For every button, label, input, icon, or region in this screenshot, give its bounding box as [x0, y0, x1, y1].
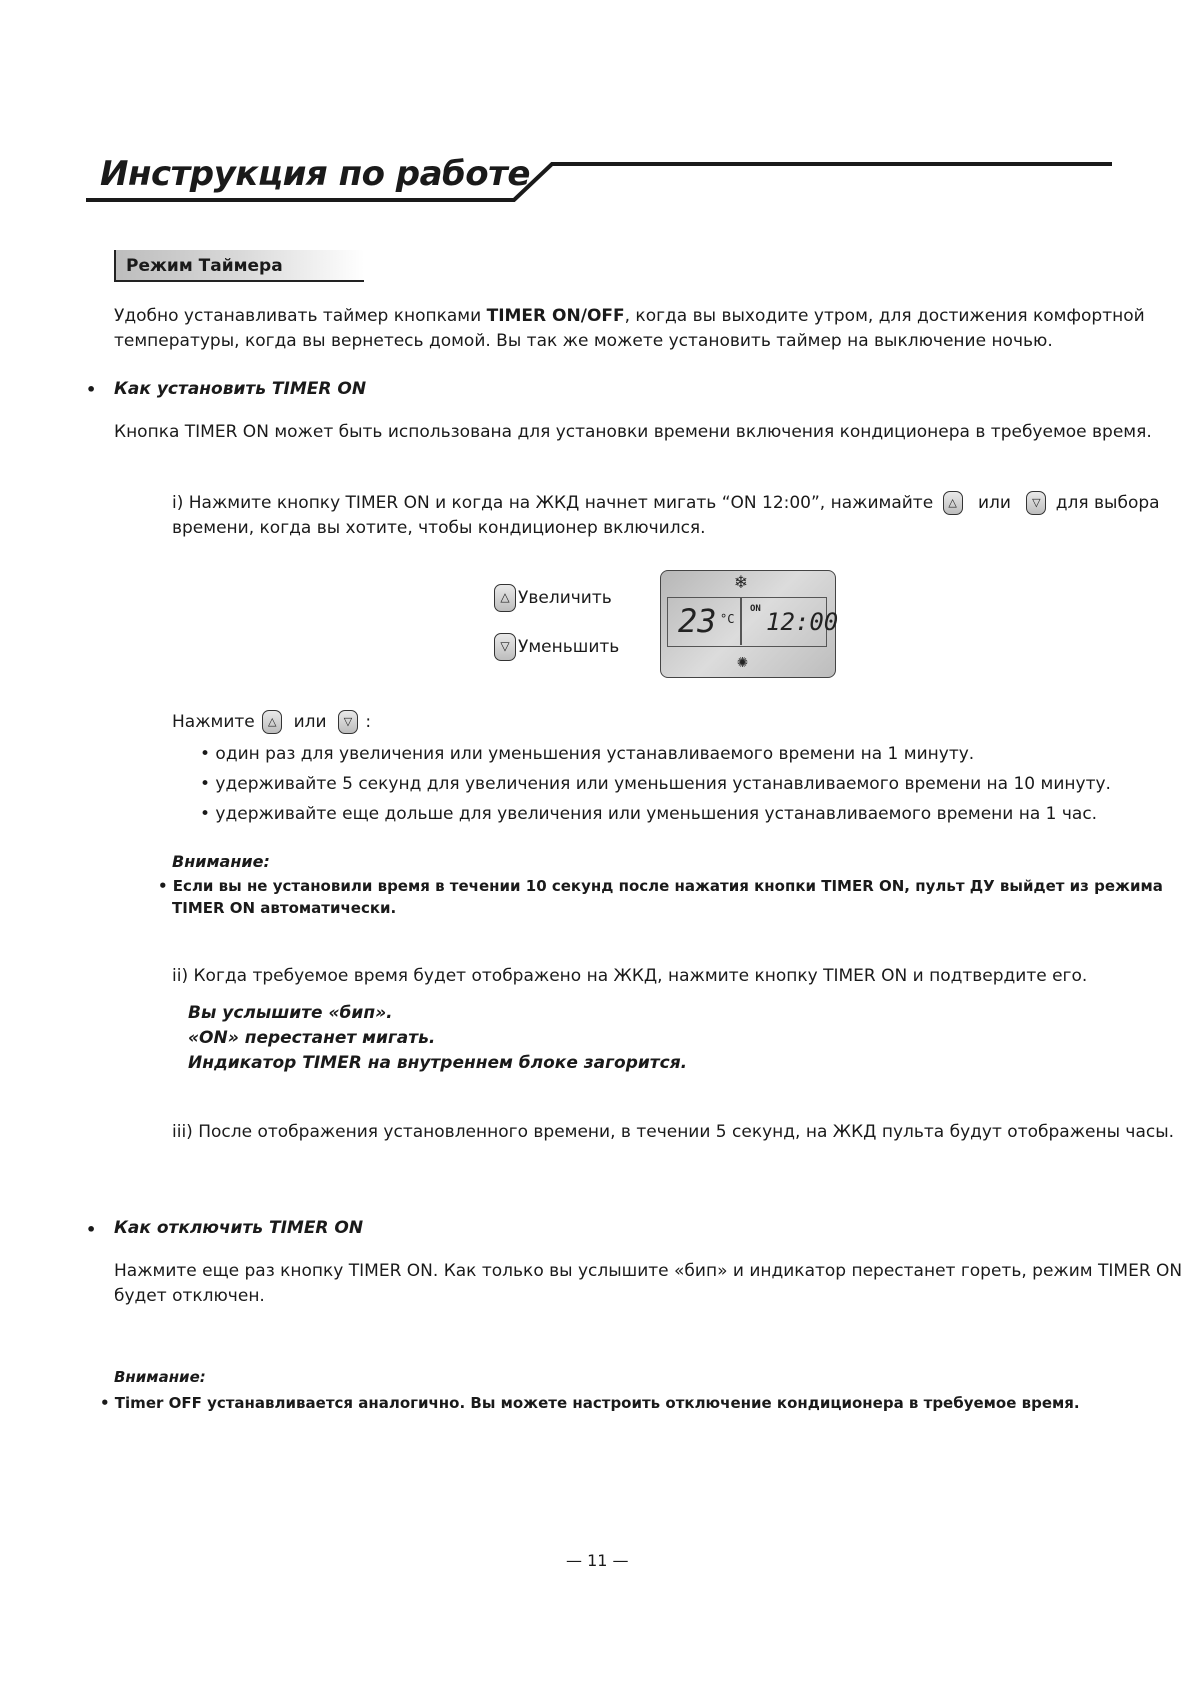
lcd-time: 12:00 — [766, 608, 839, 636]
cancel-timer-heading: Как отключить TIMER ON — [114, 1218, 364, 1238]
beep-line-1: Вы услышите «бип». — [188, 1003, 393, 1023]
page-title: Инструкция по работе — [100, 154, 530, 194]
lcd-divider — [740, 598, 742, 645]
press-item-1: • один раз для увеличения или уменьшения устанавливаемого времени на 1 минуту. — [200, 744, 975, 764]
lcd-on-indicator: ON — [750, 604, 761, 614]
note-line-2: TIMER ON автоматически. — [172, 899, 397, 917]
increase-row: △ Увеличить — [494, 584, 612, 612]
intro-line-2: температуры, когда вы вернетесь домой. Вы так же можете установить таймер на выключение ночью. — [114, 331, 1053, 351]
note-line-1: • Если вы не установили время в течении 10 секунд после нажатия кнопки TIMER ON, пульт ДУ выйдет из режима — [158, 877, 1163, 895]
up-arrow-key-icon: △ — [943, 491, 963, 515]
beep-line-2: «ON» перестанет мигать. — [188, 1028, 436, 1048]
down-arrow-key-icon: ▽ — [494, 633, 516, 661]
beep-line-3: Индикатор TIMER на внутреннем блоке загорится. — [188, 1053, 688, 1073]
set-timer-heading: Как установить TIMER ON — [114, 379, 367, 399]
bullet-dot: • — [86, 1220, 97, 1239]
final-note-title: Внимание: — [114, 1368, 206, 1386]
lcd-display — [660, 570, 839, 678]
note-title: Внимание: — [172, 852, 270, 871]
final-note-text: • Timer OFF устанавливается аналогично. Вы можете настроить отключение кондиционера в требуемое время. — [100, 1394, 1080, 1412]
lcd-temperature: 23 — [678, 602, 717, 640]
lcd-screen — [667, 597, 839, 647]
step3: iii) После отображения установленного времени, в течении 5 секунд, на ЖКД пульта будут отображены часы. — [172, 1122, 1175, 1142]
intro-line-1: Удобно устанавливать таймер кнопками TIMER ON/OFF, когда вы выходите утром, для достижения комфортной — [114, 306, 1145, 326]
down-arrow-key-icon: ▽ — [1026, 491, 1046, 515]
up-arrow-key-icon: △ — [262, 710, 282, 734]
page-number: — 11 — — [566, 1551, 629, 1570]
set-timer-desc: Кнопка TIMER ON может быть использована для установки времени включения кондиционера в требуемое время. — [114, 422, 1152, 442]
step1-line-1: i) Нажмите кнопку TIMER ON и когда на ЖКД начнет мигать “ON 12:00”, нажимайте △ или ▽ для выбора — [172, 493, 1160, 513]
decrease-row: ▽ Уменьшить — [494, 633, 619, 661]
section-label: Режим Таймера — [114, 250, 364, 282]
up-arrow-key-icon: △ — [494, 584, 516, 612]
timer-on-off-bold: TIMER ON/OFF — [486, 306, 625, 326]
snowflake-icon: ❄ — [735, 571, 747, 593]
bullet-dot: • — [86, 380, 97, 399]
fan-icon: ✺ — [737, 651, 748, 672]
cancel-line-2: будет отключен. — [114, 1286, 265, 1306]
cancel-line-1: Нажмите еще раз кнопку TIMER ON. Как только вы услышите «бип» и индикатор перестанет гореть, режим TIMER ON — [114, 1261, 1183, 1281]
press-line: Нажмите △ или ▽ : — [172, 712, 372, 732]
press-item-3: • удерживайте еще дольше для увеличения или уменьшения устанавливаемого времени на 1 час. — [200, 804, 1098, 824]
lcd-temp-unit: °C — [720, 612, 735, 626]
step1-line-2: времени, когда вы хотите, чтобы кондиционер включился. — [172, 518, 706, 538]
step2: ii) Когда требуемое время будет отображено на ЖКД, нажмите кнопку TIMER ON и подтвердите его. — [172, 966, 1088, 986]
press-item-2: • удерживайте 5 секунд для увеличения или уменьшения устанавливаемого времени на 10 минуту. — [200, 774, 1111, 794]
down-arrow-key-icon: ▽ — [338, 710, 358, 734]
